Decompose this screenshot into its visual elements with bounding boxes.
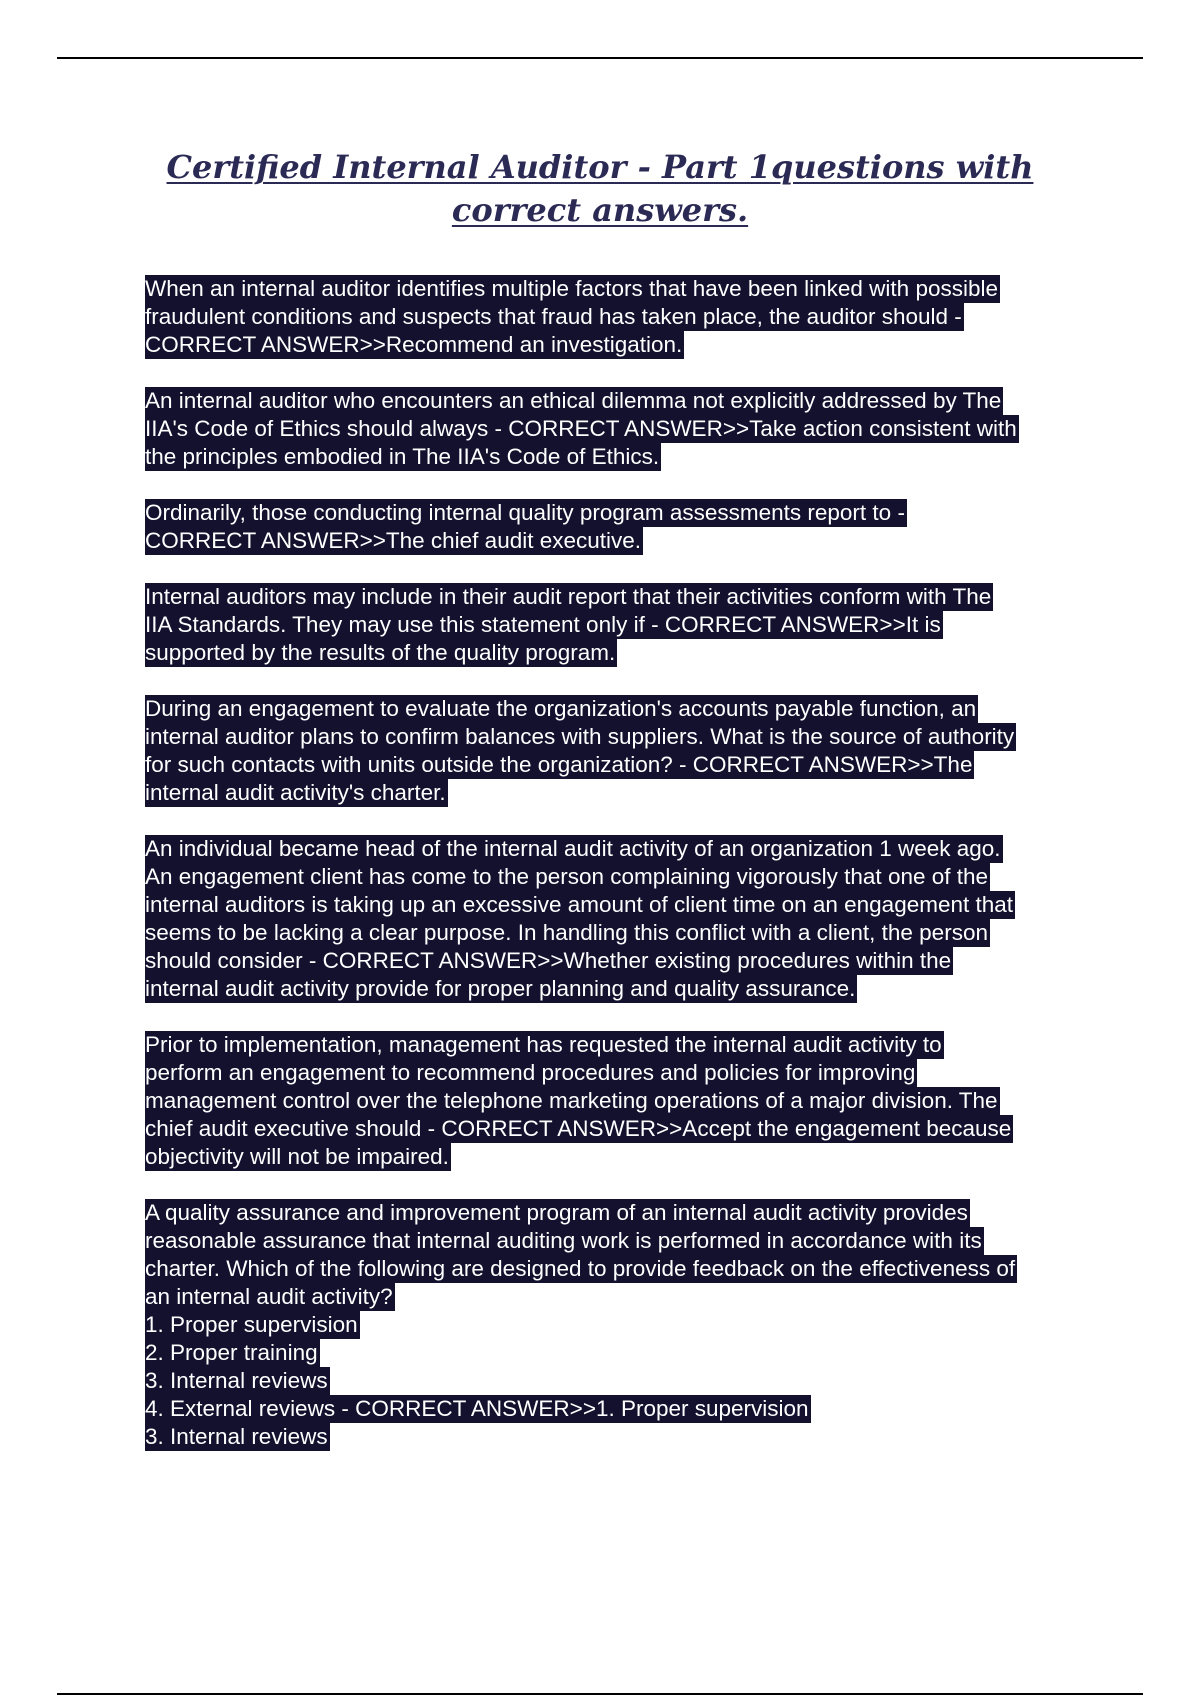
text-line: reasonable assurance that internal auditing work is performed in accordance with its (145, 1228, 982, 1253)
list-item: 3. Internal reviews (145, 1368, 328, 1393)
text-line: objectivity will not be impaired. (145, 1144, 449, 1169)
list-item: 3. Internal reviews (145, 1424, 328, 1449)
list-item: 1. Proper supervision (145, 1312, 358, 1337)
text-line: chief audit executive should - CORRECT ANSWER>>Accept the engagement because (145, 1116, 1012, 1141)
text-line: seems to be lacking a clear purpose. In handling this conflict with a client, the person (145, 920, 988, 945)
text-line: CORRECT ANSWER>>The chief audit executive. (145, 528, 642, 553)
text-line: perform an engagement to recommend procedures and policies for improving (145, 1060, 916, 1085)
text-line: Ordinarily, those conducting internal quality program assessments report to - (145, 500, 905, 525)
document-body (145, 275, 1095, 1479)
text-line: supported by the results of the quality program. (145, 640, 616, 665)
text-line: A quality assurance and improvement program of an internal audit activity provides (145, 1200, 968, 1225)
document-title: Certified Internal Auditor - Part 1questions with correct answers. (166, 148, 1034, 229)
text-line: fraudulent conditions and suspects that fraud has taken place, the auditor should - (145, 304, 962, 329)
text-line: IIA Standards. They may use this statement only if - CORRECT ANSWER>>It is (145, 612, 941, 637)
text-line: internal auditors is taking up an excessive amount of client time on an engagement that (145, 892, 1014, 917)
qa-item (145, 275, 1095, 359)
qa-item (145, 499, 1095, 555)
header-rule (57, 57, 1143, 59)
text-line: When an internal auditor identifies multiple factors that have been linked with possible (145, 276, 998, 301)
qa-item (145, 1031, 1095, 1171)
qa-item (145, 387, 1095, 471)
list-item: 4. External reviews - CORRECT ANSWER>>1. Proper supervision (145, 1396, 809, 1421)
text-line: An engagement client has come to the person complaining vigorously that one of the (145, 864, 989, 889)
text-line: Prior to implementation, management has requested the internal audit activity to (145, 1032, 942, 1057)
text-line: charter. Which of the following are designed to provide feedback on the effectiveness of (145, 1256, 1016, 1281)
text-line: for such contacts with units outside the organization? - CORRECT ANSWER>>The (145, 752, 973, 777)
text-line: CORRECT ANSWER>>Recommend an investigation. (145, 332, 683, 357)
text-line: the principles embodied in The IIA's Code of Ethics. (145, 444, 660, 469)
text-line: Internal auditors may include in their audit report that their activities conform with The (145, 584, 992, 609)
text-line: internal auditor plans to confirm balances with suppliers. What is the source of authority (145, 724, 1015, 749)
text-line: An internal auditor who encounters an ethical dilemma not explicitly addressed by The (145, 388, 1002, 413)
text-line: should consider - CORRECT ANSWER>>Whether existing procedures within the (145, 948, 952, 973)
text-line: An individual became head of the internal audit activity of an organization 1 week ago. (145, 836, 1001, 861)
text-line: IIA's Code of Ethics should always - CORRECT ANSWER>>Take action consistent with (145, 416, 1017, 441)
qa-item (145, 1199, 1095, 1451)
text-line: internal audit activity's charter. (145, 780, 446, 805)
text-line: internal audit activity provide for proper planning and quality assurance. (145, 976, 856, 1001)
text-line: an internal audit activity? (145, 1284, 393, 1309)
text-line: During an engagement to evaluate the organization's accounts payable function, an (145, 696, 977, 721)
text-line: management control over the telephone marketing operations of a major division. The (145, 1088, 998, 1113)
qa-item (145, 835, 1095, 1003)
footer-rule (57, 1693, 1143, 1695)
qa-item (145, 583, 1095, 667)
list-item: 2. Proper training (145, 1340, 318, 1365)
qa-item (145, 695, 1095, 807)
